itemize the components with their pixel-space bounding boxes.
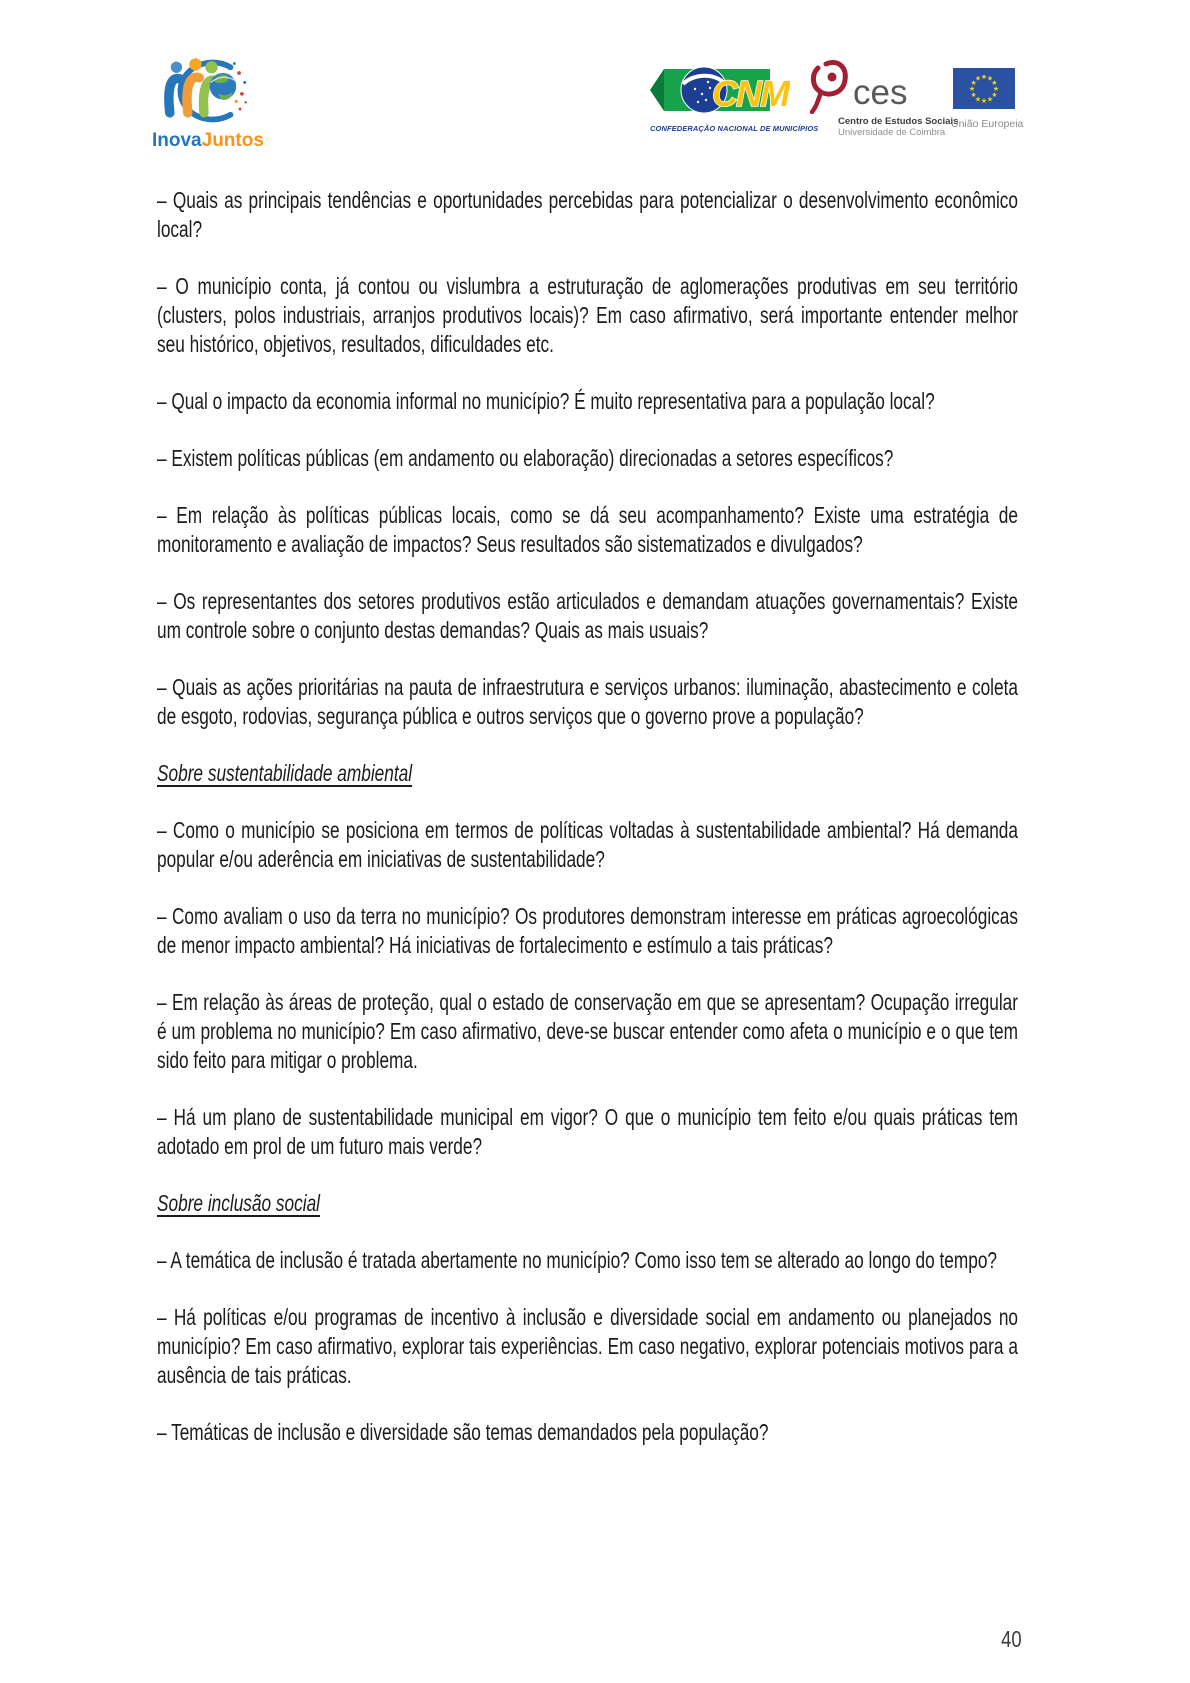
eu-star-icon: ★ — [974, 74, 982, 83]
question-item: – Quais as principais tendências e oportunidades percebidas para potencializar o desenvolvimento econômico local? — [157, 187, 1018, 242]
question-item: – Em relação às políticas públicas locais, como se dá seu acompanhamento? Existe uma estratégia de monitoramento e avaliação de impactos? Seus resultados são sistematizados e divulgados? — [157, 502, 1018, 557]
inovajuntos-wordmark — [152, 130, 266, 152]
question-item: – Qual o impacto da economia informal no município? É muito representativa para a população local? — [157, 388, 935, 414]
eu-star-icon: ★ — [968, 85, 976, 93]
question-item: – Quais as ações prioritárias na pauta de infraestrutura e serviços urbanos: iluminação, abastecimento e coleta de esgoto, rodovias, segurança pública e outros serviços que o governo prove a população? — [157, 674, 1018, 729]
question-item: – Como o município se posiciona em termos de políticas voltadas à sustentabilidade ambiental? Há demanda popular e/ou aderência em iniciativas de sustentabilidade? — [157, 817, 1018, 872]
ces-acronym: ces — [853, 73, 908, 112]
cnm-caption: CONFEDERAÇÃO NACIONAL DE MUNICÍPIOS — [650, 124, 819, 133]
section-heading: Sobre inclusão social — [157, 1190, 321, 1216]
question-item: – Temáticas de inclusão e diversidade são temas demandados pela população? — [157, 1419, 769, 1445]
eu-star-icon: ★ — [970, 91, 977, 99]
question-item: – Em relação às áreas de proteção, qual o estado de conservação em que se apresentam? Ocupação irregular é um problema no município? Em caso afirmativo, deve-se buscar entender como afeta o município e o que tem sido feito para mitigar o problema. — [157, 989, 1018, 1073]
question-item: – Como avaliam o uso da terra no município? Os produtores demonstram interesse em práticas agroecológicas de menor impacto ambiental? Há iniciativas de fortalecimento e estímulo a tais práticas? — [157, 903, 1018, 958]
eu-star-icon: ★ — [970, 79, 977, 87]
question-item: – Os representantes dos setores produtivos estão articulados e demandam atuações governamentais? Existe um controle sobre o conjunto destas demandas? Quais as mais usuais? — [157, 588, 1018, 643]
ces-logo — [804, 56, 959, 138]
eu-star-icon: ★ — [986, 95, 994, 104]
ces-mark-icon — [804, 56, 850, 114]
eu-logo — [953, 68, 1025, 130]
inovajuntos-word-inova: Inova — [152, 130, 202, 151]
eu-star-icon: ★ — [991, 79, 998, 87]
question-item: – Há um plano de sustentabilidade municipal em vigor? O que o município tem feito e/ou quais práticas tem adotado em prol de um futuro mais verde? — [157, 1104, 1018, 1159]
body-content — [157, 186, 1018, 1475]
ces-caption-line2: Universidade de Coimbra — [838, 127, 946, 138]
eu-star-icon: ★ — [974, 95, 982, 104]
eu-star-icon: ★ — [992, 85, 1000, 93]
eu-star-icon: ★ — [991, 91, 998, 99]
eu-star-icon: ★ — [980, 73, 988, 81]
question-item: – Há políticas e/ou programas de incentivo à inclusão e diversidade social em andamento ou planejados no município? Em caso afirmativo, explorar tais experiências. Em caso negativo, explorar potenciais motivos para a ausência de tais práticas. — [157, 1304, 1018, 1388]
page-number: 40 — [1001, 1626, 1022, 1652]
cnm-logo — [650, 64, 819, 133]
cnm-flag-icon — [650, 64, 790, 116]
question-item: – Existem políticas públicas (em andamento ou elaboração) direcionadas a setores específicos? — [157, 445, 894, 471]
inovajuntos-logo — [148, 54, 266, 152]
section-heading: Sobre sustentabilidade ambiental — [157, 760, 413, 786]
question-item: – O município conta, já contou ou vislumbra a estruturação de aglomerações produtivas em seu território (clusters, polos industriais, arranjos produtivos locais)? Em caso afirmativo, será importante entender melhor seu histórico, objetivos, resultados, dificuldades etc. — [157, 273, 1018, 357]
inovajuntos-mark-icon — [148, 54, 258, 128]
eu-star-icon: ★ — [980, 97, 988, 105]
inovajuntos-word-juntos: Juntos — [201, 130, 264, 151]
cnm-acronym: CNM — [712, 73, 788, 114]
eu-star-icon: ★ — [986, 74, 994, 83]
ces-caption-line1: Centro de Estudos Sociais — [838, 116, 959, 127]
eu-caption: União Europeia — [951, 118, 1024, 130]
eu-flag-icon — [953, 68, 1015, 109]
question-item: – A temática de inclusão é tratada abertamente no município? Como isso tem se alterado ao longo do tempo? — [157, 1247, 998, 1273]
